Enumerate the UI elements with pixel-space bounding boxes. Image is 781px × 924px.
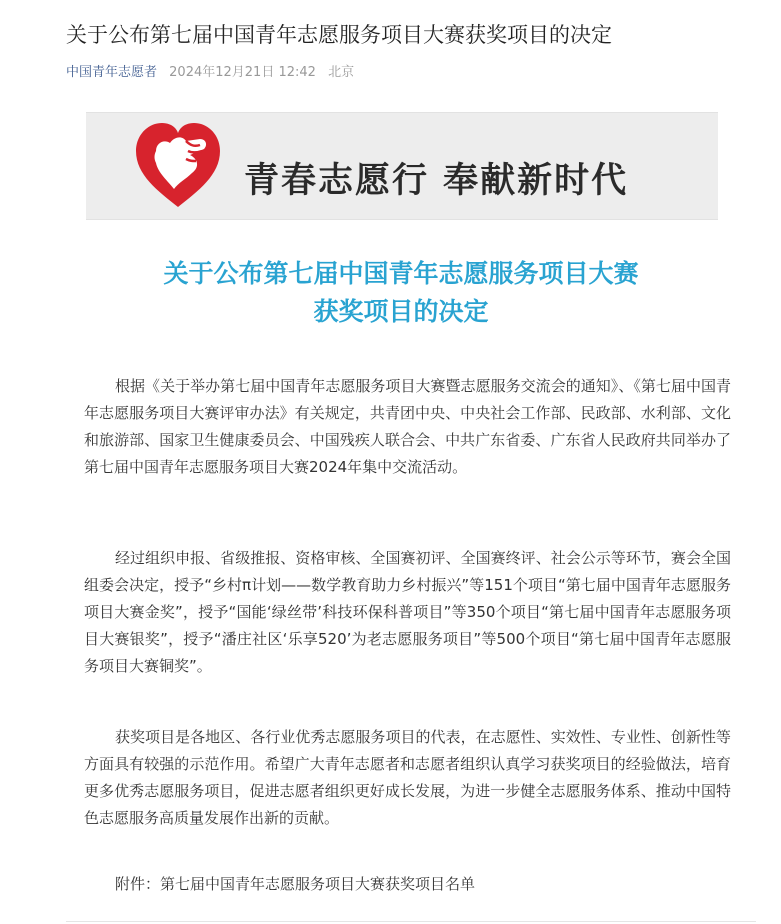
paragraph-2: 经过组织申报、省级推报、资格审核、全国赛初评、全国赛终评、社会公示等环节，赛会全国组委会决定，授予“乡村π计划——数学教育助力乡村振兴”等151个项目“第七届中国青年志愿服务项目大赛金奖”，授予“国能‘绿丝带’科技环保科普项目”等350个项目“第七届中国青年志愿服务项目大赛银奖”，授予“潘庄社区‘乐享520’为老志愿服务项目”等500个项目“第七届中国青年志愿服务项目大赛铜奖”。: [84, 549, 731, 675]
attachment-line: 附件：第七届中国青年志愿服务项目大赛获奖项目名单: [115, 875, 476, 893]
article-meta: [66, 64, 362, 82]
divider: [66, 921, 756, 922]
source-link[interactable]: 中国青年志愿者: [66, 65, 158, 80]
document-title-line-1: 关于公布第七届中国青年志愿服务项目大赛: [163, 259, 639, 288]
header-banner-image: [86, 112, 718, 220]
article-title: 关于公布第七届中国青年志愿服务项目大赛获奖项目的决定: [66, 23, 612, 47]
publish-location: 北京: [328, 65, 355, 80]
publish-datetime: 2024年12月21日 12:42: [169, 65, 316, 80]
banner-slogan: 青春志愿行 奉献新时代: [244, 160, 629, 201]
paragraph-3: 获奖项目是各地区、各行业优秀志愿服务项目的代表，在志愿性、实效性、专业性、创新性等方面具有较强的示范作用。希望广大青年志愿者和志愿者组织认真学习获奖项目的经验做法，培育更多优秀志愿服务项目，促进志愿者组织更好成长发展，为进一步健全志愿服务体系、推动中国特色志愿服务高质量发展作出新的贡献。: [84, 728, 731, 827]
heart-dove-hand-logo-icon: [128, 115, 228, 215]
document-title-line-2: 获奖项目的决定: [313, 297, 489, 326]
paragraph-1: 根据《关于举办第七届中国青年志愿服务项目大赛暨志愿服务交流会的通知》、《第七届中国青年志愿服务项目大赛评审办法》有关规定，共青团中央、中央社会工作部、民政部、水利部、文化和旅游部、国家卫生健康委员会、中国残疾人联合会、中共广东省委、广东省人民政府共同举办了第七届中国青年志愿服务项目大赛2024年集中交流活动。: [84, 377, 731, 476]
document-title: [66, 255, 736, 331]
